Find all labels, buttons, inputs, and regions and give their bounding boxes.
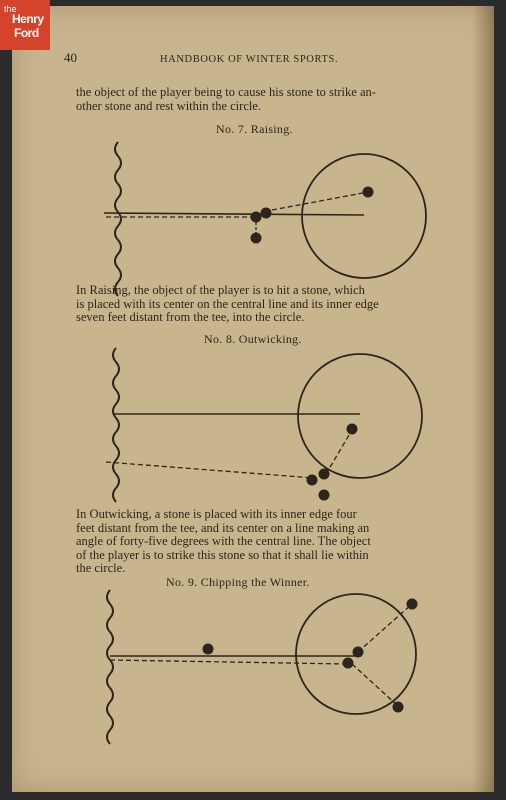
logo-ford: Ford <box>14 26 39 40</box>
outwicking-line-3: angle of forty-five degrees with the central line. The object <box>76 534 371 548</box>
central-line <box>104 213 364 215</box>
henry-ford-logo <box>0 0 50 50</box>
dashed-line <box>110 660 346 664</box>
stone <box>203 644 213 654</box>
hack-line-wavy <box>113 348 119 502</box>
outwicking-line-4: of the player is to strike this stone so that it shall lie within <box>76 547 369 562</box>
raising-line-2: is placed with its center on the central line and its inner edge <box>76 296 379 311</box>
stone <box>319 490 329 500</box>
outwicking-line-1: In Outwicking, a stone is placed with its inner edge four <box>76 507 357 521</box>
stone <box>307 475 317 485</box>
hack-line-wavy <box>115 142 121 296</box>
house-circle <box>302 154 426 278</box>
outwicking-line-2: feet distant from the tee, and its center on a line making an <box>76 520 370 535</box>
intro-line-2: other stone and rest within the circle. <box>76 98 262 113</box>
caption-no9: No. 9. Chipping the Winner. <box>166 575 310 589</box>
dashed-line <box>326 430 352 474</box>
diagram-outwicking <box>106 348 422 502</box>
dashed-line-b <box>272 192 368 210</box>
intro-line-1: the object of the player being to cause his stone to strike an- <box>76 85 376 99</box>
caption-no8: No. 8. Outwicking. <box>204 332 302 346</box>
diagram-raising <box>104 142 426 296</box>
outwicking-paragraph <box>76 508 371 576</box>
stone <box>343 658 353 668</box>
page-number: 40 <box>64 50 77 65</box>
raising-paragraph <box>76 284 379 325</box>
dashed-line <box>352 664 398 706</box>
dashed-line <box>106 462 314 478</box>
diagram-chipping-the-winner <box>107 590 417 744</box>
stone <box>251 233 261 243</box>
running-title: HANDBOOK OF WINTER SPORTS. <box>160 54 339 65</box>
dashed-line <box>358 604 412 652</box>
logo-henry: Henry <box>12 12 44 26</box>
stone <box>251 212 261 222</box>
stone <box>261 208 271 218</box>
stone <box>407 599 417 609</box>
caption-no7: No. 7. Raising. <box>216 122 293 136</box>
stone <box>319 469 329 479</box>
raising-line-1: In Raising, the object of the player is to hit a stone, which <box>76 283 365 297</box>
stone <box>347 424 357 434</box>
house-circle <box>298 354 422 478</box>
outwicking-line-5: the circle. <box>76 561 126 575</box>
stone <box>353 647 363 657</box>
hack-line-wavy <box>107 590 113 744</box>
stone <box>393 702 403 712</box>
logo-the: the <box>4 4 17 14</box>
stone <box>363 187 373 197</box>
raising-line-3: seven feet distant from the tee, into the circle. <box>76 310 305 324</box>
